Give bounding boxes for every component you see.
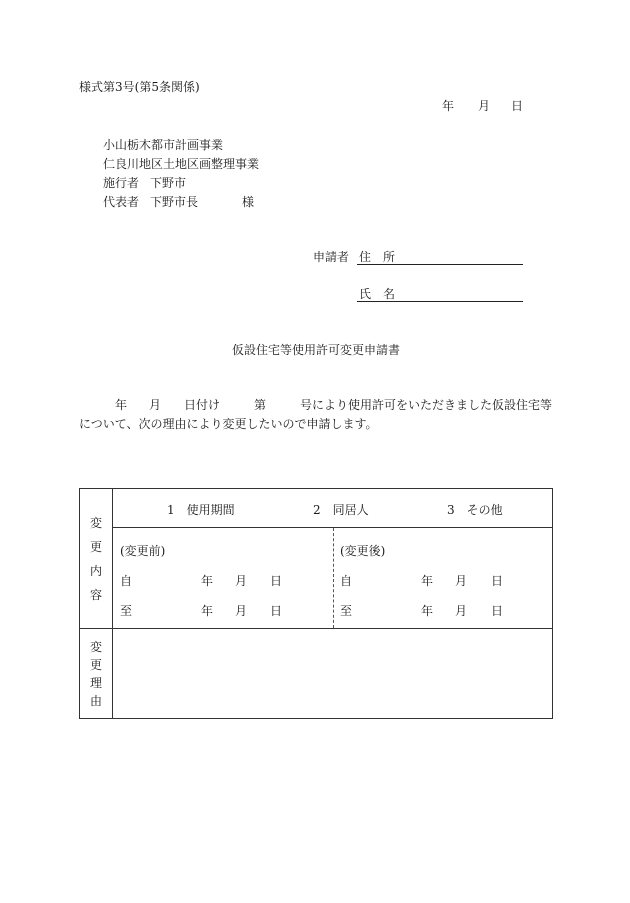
before-from-month: 月: [235, 574, 248, 588]
representative-value: 下野市長: [150, 195, 199, 209]
date-month-label: 月: [478, 99, 491, 113]
change-period-cell: [113, 528, 553, 629]
representative-label: 代表者: [103, 195, 140, 209]
after-to-month: 月: [455, 604, 468, 618]
before-from-day: 日: [270, 574, 283, 588]
before-from-label: 自: [120, 574, 133, 588]
form-number: 様式第3号(第5条関係): [79, 80, 200, 94]
executor-value: 下野市: [150, 176, 187, 190]
after-from-year: 年: [421, 574, 434, 588]
change-reason-field[interactable]: [113, 629, 553, 719]
option-other[interactable]: 3 その他: [447, 503, 503, 517]
change-options-cell: [113, 489, 553, 528]
before-from-year: 年: [201, 574, 214, 588]
change-reason-label: 変 更 理 由: [89, 639, 102, 708]
before-to-day: 日: [270, 604, 283, 618]
change-form-table: [79, 488, 553, 719]
before-to-month: 月: [235, 604, 248, 618]
date-year-label: 年: [442, 99, 455, 113]
before-to-year: 年: [201, 604, 214, 618]
body-dated: 日付け: [184, 398, 221, 412]
after-from-label: 自: [340, 574, 353, 588]
addressee-line1: 小山栃木都市計画事業: [103, 138, 224, 152]
address-field-line[interactable]: [357, 264, 523, 265]
name-label: 氏 名: [359, 287, 396, 301]
document-title: 仮設住宅等使用許可変更申請書: [232, 343, 401, 357]
executor-label: 施行者: [103, 176, 140, 190]
option-cohabitant[interactable]: 2 同居人: [313, 503, 369, 517]
name-field-line[interactable]: [357, 301, 523, 302]
after-to-year: 年: [421, 604, 434, 618]
after-to-day: 日: [491, 604, 504, 618]
body-year: 年: [115, 398, 128, 412]
change-reason-label-cell: [80, 629, 113, 719]
after-to-label: 至: [340, 604, 353, 618]
change-content-label-cell: [80, 489, 113, 629]
address-label: 住 所: [359, 250, 396, 264]
option-usage-period[interactable]: 1 使用期間: [167, 503, 235, 517]
after-heading: (変更後): [340, 544, 386, 558]
applicant-label: 申請者: [313, 250, 350, 264]
body-line2: について、次の理由により変更したいので申請します。: [79, 417, 378, 431]
body-month: 月: [149, 398, 162, 412]
date-day-label: 日: [511, 99, 524, 113]
body-dai: 第: [254, 398, 267, 412]
honorific: 様: [242, 195, 255, 209]
addressee-line2: 仁良川地区土地区画整理事業: [103, 157, 260, 171]
before-after-divider: [333, 528, 334, 628]
body-line1: 号により使用許可をいただきました仮設住宅等: [300, 398, 553, 412]
after-from-month: 月: [455, 574, 468, 588]
after-from-day: 日: [491, 574, 504, 588]
before-heading: (変更前): [120, 544, 166, 558]
before-to-label: 至: [120, 604, 133, 618]
change-content-label: 変 更 内 容: [89, 515, 102, 602]
